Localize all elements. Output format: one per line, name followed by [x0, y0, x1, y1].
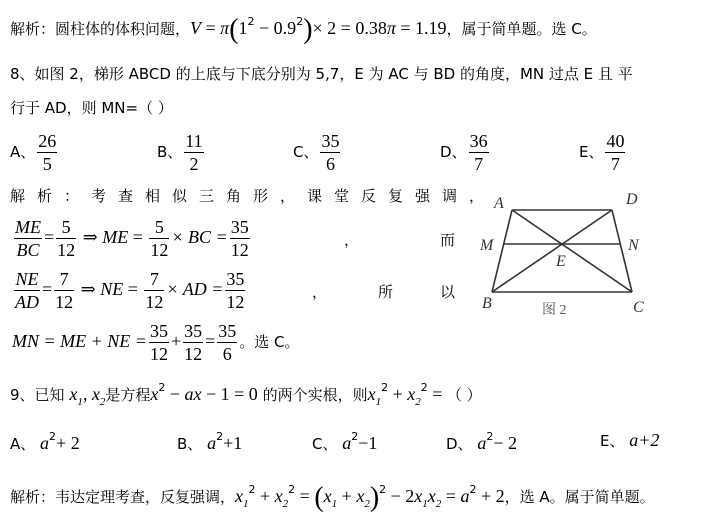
q8-option-a[interactable]: A、 $\frac{26}{5}$	[10, 131, 57, 174]
q9-option-e[interactable]: E、 a+2	[600, 430, 660, 450]
q9-option-b[interactable]: B、 $a^2+1$	[177, 430, 243, 453]
q8-option-b[interactable]: B、 $\frac{11}{2}$	[157, 131, 203, 174]
figure-caption: 图 2	[542, 303, 567, 318]
prev-solution-label: 解析：圆柱体的体积问题，	[10, 20, 191, 38]
prev-solution-line: 解析：圆柱体的体积问题，$V = \pi(1^2 - 0.9^2)\times 2 = 0.38\pi = 1.19$，属于简单题。选 C。	[10, 14, 597, 45]
svg-text:C: C	[633, 299, 644, 316]
svg-text:D: D	[626, 191, 638, 208]
q9-option-a[interactable]: A、 $a^2+ 2$	[10, 430, 80, 453]
q8-solution-row1: $\frac{ME}{BC}$ = $\frac{5}{12}$ ⇒ ME = $\frac{5}{12}$ × BC = $\frac{35}{12}$	[15, 217, 249, 260]
svg-text:E: E	[556, 253, 566, 270]
q8-option-e[interactable]: E、 $\frac{40}{7}$	[579, 131, 625, 174]
q9-option-c[interactable]: C、 $a^2-1$	[312, 430, 378, 453]
q8-option-d[interactable]: D、 $\frac{36}{7}$	[440, 131, 488, 174]
q9-stem: 9、已知 $x_1$, $x_2$是方程$x^2$ − ax − 1 = 0 的两个实根，则$x_1^2 + x_2^2$ = （ ）	[10, 381, 482, 408]
q8-solution-row2: $\frac{NE}{AD}$ = $\frac{7}{12}$ ⇒ NE = $\frac{7}{12}$ × AD = $\frac{35}{12}$	[15, 269, 245, 312]
q8-stem-line1: 8、如图 2，梯形 ABCD 的上底与下底分别为 5,7，E 为 AC 与 BD 的角度，MN 过点 E 且 平	[10, 65, 633, 83]
q9-option-d[interactable]: D、 $a^2- 2$	[446, 430, 517, 453]
prev-solution-tail: ，属于简单题。选 C。	[446, 20, 597, 38]
q9-solution: 解析：韦达定理考查，反复强调，$x_1^2 + x_2^2 = (x_1 + x_2)^2 - 2x_1x_2 = a^2 + 2$，选 A。属于简单题。	[10, 482, 655, 513]
svg-text:B: B	[482, 295, 492, 312]
svg-text:M: M	[480, 237, 494, 254]
svg-text:N: N	[628, 237, 639, 254]
q8-option-c[interactable]: C、 $\frac{35}{6}$	[293, 131, 340, 174]
q8-solution-intro: 解析：考查相似三角形，课堂反复强调，	[10, 187, 497, 205]
svg-text:A: A	[494, 195, 504, 212]
volume-var: V	[190, 18, 202, 38]
q8-stem-line2: 行于 AD，则 MN=（ ）	[10, 99, 173, 117]
q8-solution-row3: MN = ME + NE = $\frac{35}{12}$ + $\frac{35}{12}$ = $\frac{35}{6}$ 。选 C。	[12, 321, 300, 364]
trapezoid-figure	[476, 186, 676, 326]
